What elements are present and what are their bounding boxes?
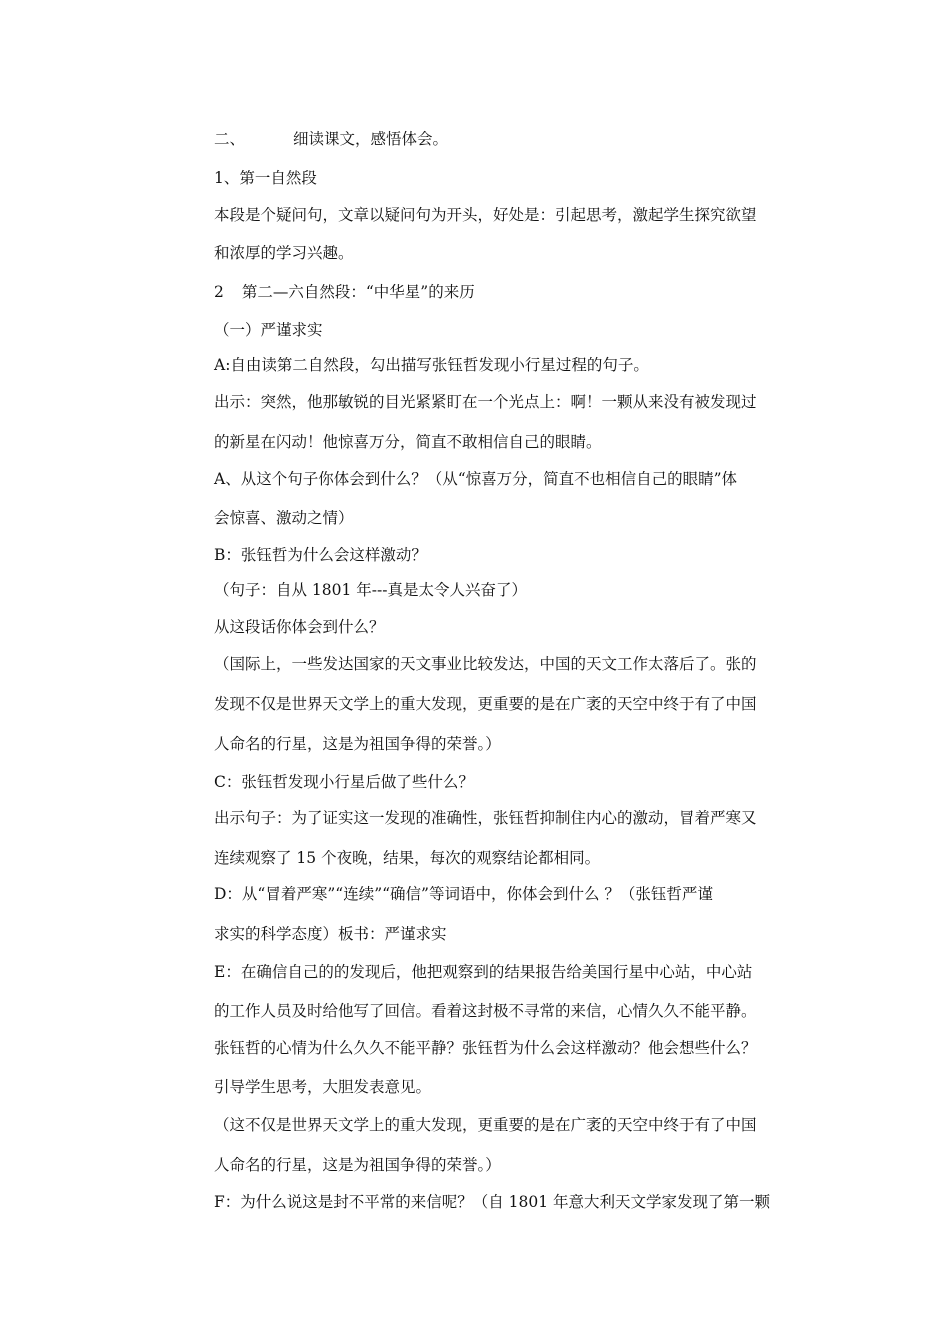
paragraph-line: E：在确信自己的的发现后，他把观察到的结果报告给美国行星中心站，中心站 [214, 963, 753, 981]
paragraph-line: 的新星在闪动！他惊喜万分，简直不敢相信自己的眼睛。 [214, 433, 602, 451]
paragraph-line: 人命名的行星，这是为祖国争得的荣誉。） [214, 735, 501, 753]
paragraph-line: F：为什么说这是封不平常的来信呢？（自 1801 年意大利天文学家发现了第一颗 [214, 1193, 771, 1211]
paragraph-line: 连续观察了 15 个夜晚，结果，每次的观察结论都相同。 [214, 849, 601, 867]
paragraph-line: 本段是个疑问句，文章以疑问句为开头，好处是：引起思考，激起学生探究欲望 [214, 206, 757, 224]
paragraph-line: 张钰哲的心情为什么久久不能平静？张钰哲为什么会这样激动？他会想些什么？ [214, 1039, 757, 1057]
paragraph-line: （句子：自从 1801 年---真是太令人兴奋了） [214, 581, 528, 599]
paragraph-line: （这不仅是世界天文学上的重大发现，更重要的是在广袤的天空中终于有了中国 [214, 1116, 757, 1134]
paragraph-line: A:自由读第二自然段，勾出描写张钰哲发现小行星过程的句子。 [214, 356, 649, 374]
paragraph-line: C：张钰哲发现小行星后做了些什么？ [214, 773, 474, 791]
paragraph-line: 从这段话你体会到什么？ [214, 618, 385, 636]
subsection-heading: 1、第一自然段 [214, 169, 317, 187]
section-heading [214, 129, 814, 149]
section-number: 二、 [214, 130, 246, 148]
paragraph-line: （国际上，一些发达国家的天文事业比较发达，中国的天文工作太落后了。张的 [214, 655, 757, 673]
paragraph-line: 求实的科学态度）板书：严谨求实 [214, 925, 447, 943]
paragraph-line: 引导学生思考，大胆发表意见。 [214, 1078, 432, 1096]
paragraph-line: B：张钰哲为什么会这样激动？ [214, 546, 427, 564]
paragraph-line: 会惊喜、激动之情） [214, 509, 354, 527]
paragraph-line: 发现不仅是世界天文学上的重大发现，更重要的是在广袤的天空中终于有了中国 [214, 695, 757, 713]
subheading: （一）严谨求实 [214, 321, 323, 339]
paragraph-line: 出示句子：为了证实这一发现的准确性，张钰哲抑制住内心的激动，冒着严寒又 [214, 809, 757, 827]
paragraph-line: 的工作人员及时给他写了回信。看着这封极不寻常的来信，心情久久不能平静。 [214, 1002, 757, 1020]
section-title: 细读课文，感悟体会。 [293, 130, 449, 148]
paragraph-line: 出示：突然，他那敏锐的目光紧紧盯在一个光点上：啊！一颗从来没有被发现过 [214, 393, 757, 411]
paragraph-line: 人命名的行星，这是为祖国争得的荣誉。） [214, 1156, 501, 1174]
subsection-title: 第二—六自然段：“中华星”的来历 [241, 283, 475, 301]
paragraph-line: 和浓厚的学习兴趣。 [214, 244, 354, 262]
subsection-heading [214, 282, 814, 302]
paragraph-line: A、从这个句子你体会到什么？（从“惊喜万分，简直不也相信自己的眼睛”体 [214, 470, 738, 488]
paragraph-line: D：从“冒着严寒”“连续”“确信”等词语中，你体会到什么 ？（张钰哲严谨 [214, 885, 713, 903]
subsection-number: 2 [214, 283, 224, 301]
